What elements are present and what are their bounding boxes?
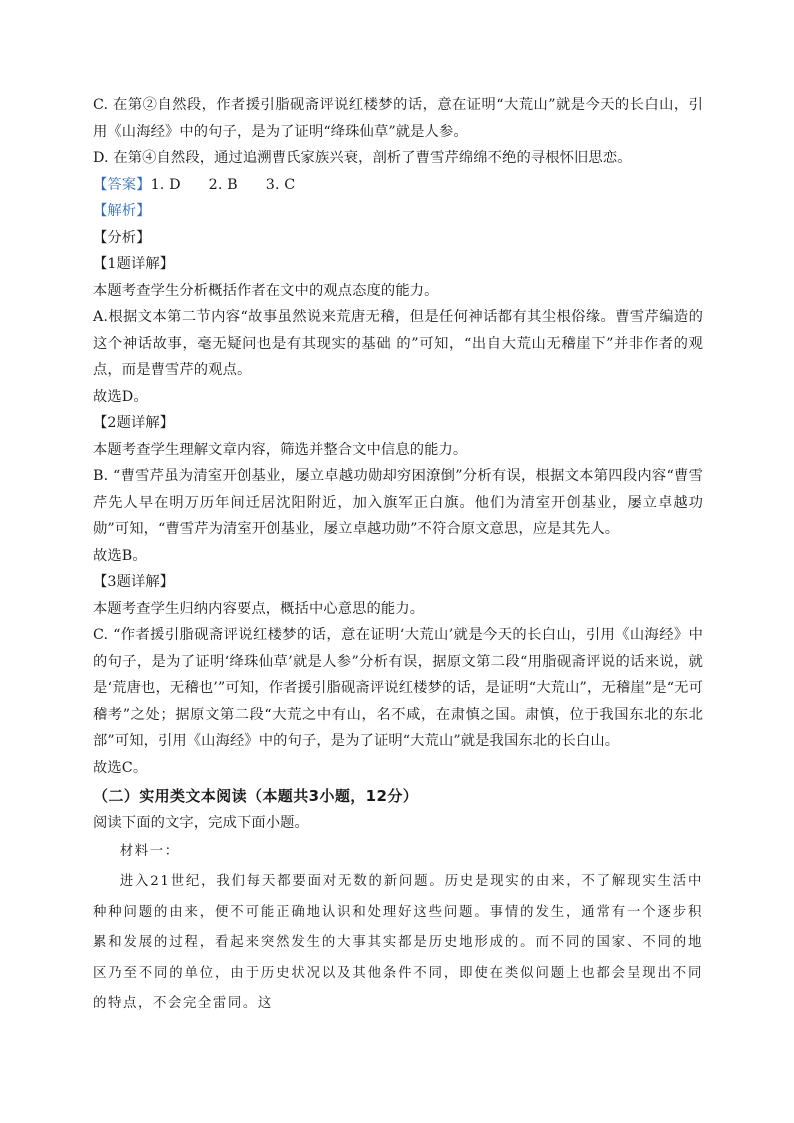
answer-item-1: 1. D (150, 176, 181, 193)
q3-detail: C. “作者援引脂砚斋评说红楼梦的话，意在证明‘大荒山’就是今天的长白山，引用《山海经》中的句子，是为了证明‘绛珠仙草’就是人参”分析有误，据原文第二段“用脂砚斋评说的话来说，就是‘荒唐也，无稽也’”可知，作者援引脂砚斋评说红楼梦的话，是证明“大荒山”，无稽崖”是“无可稽考”之处；据原文第二段“大荒之中有山，名不咸，在肃慎之国。肃慎，位于我国东北的东北部”可知，引用《山海经》中的句子，是为了证明“大荒山”就是我国东北的长白山。 (93, 627, 703, 749)
section-title: （二）实用类文本阅读（本题共3小题，12分） (93, 787, 419, 805)
section-instruction: 阅读下面的文字，完成下面小题。 (93, 815, 309, 831)
material-label: 材料一： (119, 843, 180, 859)
q1-detail: A.根据文本第二节内容“故事虽然说来荒唐无稽，但是任何神话都有其尘根俗缘。曹雪芹编造的这个神话故事，毫无疑问也是有其现实的基础 的”可知，“出自大荒山无稽崖下”并非作者的观点，而是曹雪芹的观点。 (93, 309, 703, 378)
answer-label: 【答案】 (93, 176, 151, 193)
option-c: C. 在第②自然段，作者援引脂砚斋评说红楼梦的话，意在证明“大荒山”就是今天的长白山，引用《山海经》中的句子，是为了证明“绛珠仙草”就是人参。 (93, 97, 703, 140)
q2-detail: B. “曹雪芹虽为清室开创基业，屡立卓越功勋却穷困潦倒”分析有误，根据文本第四段内容“曹雪芹先人早在明万历年间迁居沈阳附近，加入旗军正白旗。他们为清室开创基业，屡立卓越功勋”可知，“曹雪芹为清室开创基业，屡立卓越功勋”不符合原文意思，应是其先人。 (93, 468, 703, 537)
q2-heading: 【2题详解】 (93, 415, 175, 431)
option-d: D. 在第④自然段，通过追溯曹氏家族兴衰，剖析了曹雪芹绵绵不绝的寻根怀旧思恋。 (93, 150, 632, 166)
q3-intro: 本题考查学生归纳内容要点，概括中心意思的能力。 (93, 600, 425, 617)
document-content (93, 92, 703, 1020)
answer-line (93, 172, 703, 199)
fenxi-label: 【分析】 (93, 229, 151, 246)
q1-intro: 本题考查学生分析概括作者在文中的观点态度的能力。 (93, 282, 439, 299)
q2-choice: 故选B。 (93, 547, 147, 564)
answer-item-2: 2. B (208, 176, 238, 193)
q1-choice: 故选D。 (93, 388, 148, 405)
analysis-label: 【解析】 (93, 203, 151, 219)
q3-choice: 故选C。 (93, 759, 148, 776)
q1-heading: 【1题详解】 (93, 256, 175, 272)
q2-intro: 本题考查学生理解文章内容，筛选并整合文中信息的能力。 (93, 441, 468, 458)
answer-item-3: 3. C (265, 176, 296, 193)
material-text: 进入21世纪，我们每天都要面对无数的新问题。历史是现实的由来，不了解现实生活中种种问题的由来，便不可能正确地认识和处理好这些问题。事情的发生，通常有一个逐步积累和发展的过程，看起来突然发生的大事其实都是历史地形成的。而不同的国家、不同的地区乃至不同的单位，由于历史状况以及其他条件不同，即使在类似问题上也都会呈现出不同的特点，不会完全雷同。这 (93, 874, 703, 1011)
q3-heading: 【3题详解】 (93, 574, 175, 590)
